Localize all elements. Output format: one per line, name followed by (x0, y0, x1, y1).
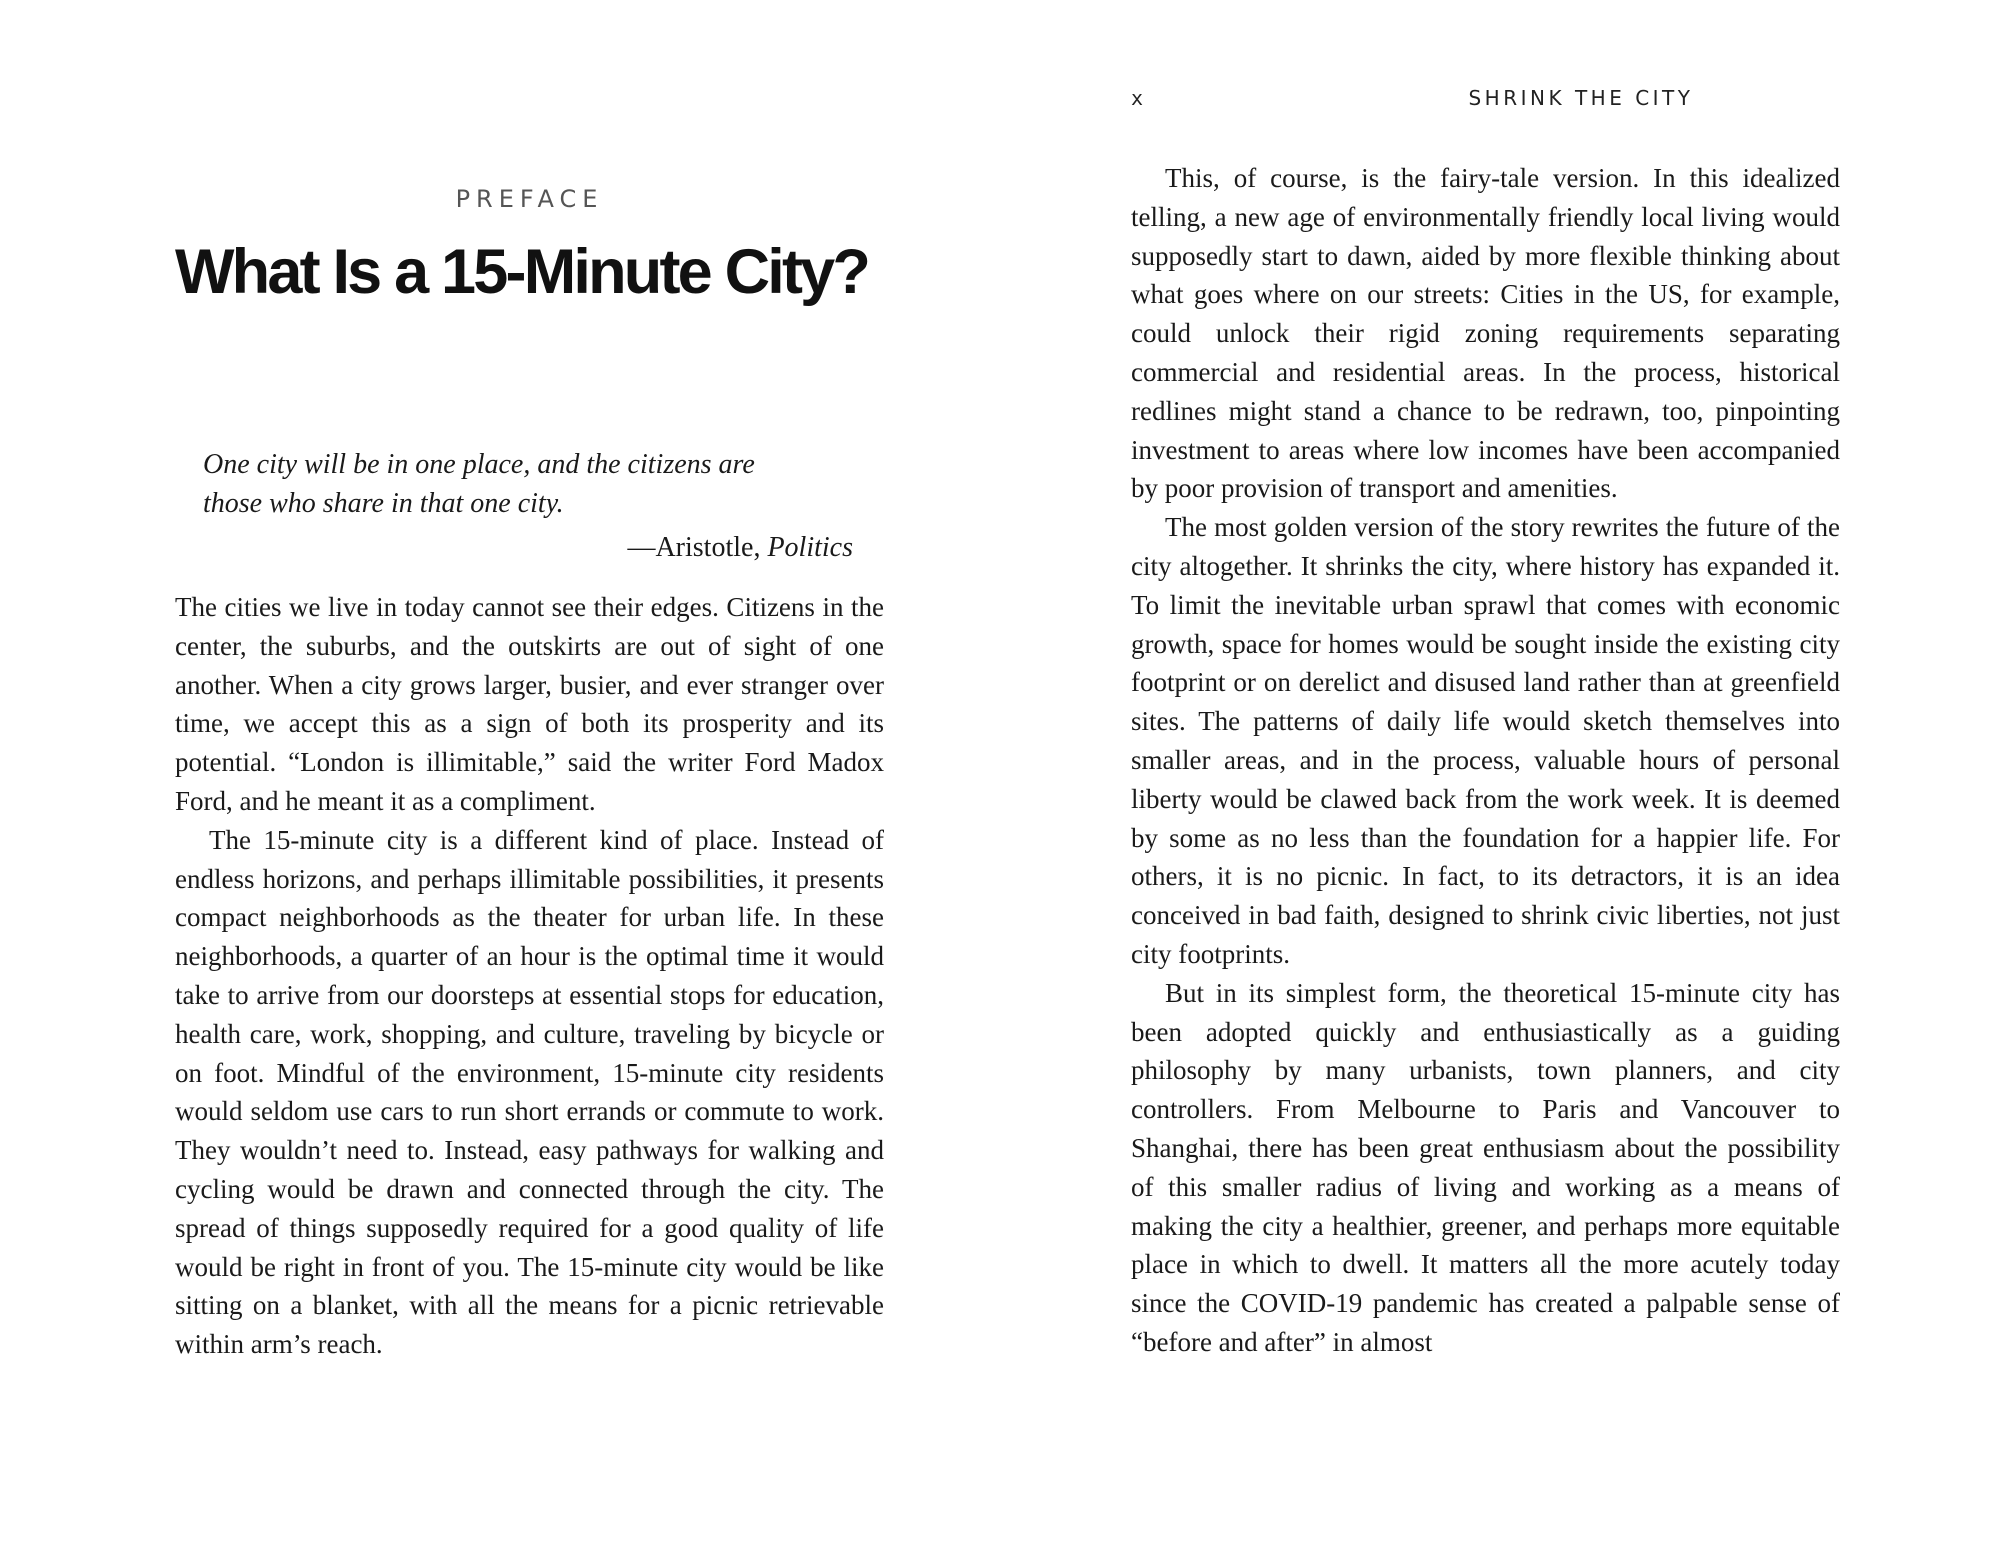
section-label: PREFACE (455, 185, 604, 213)
epigraph (203, 445, 853, 567)
epigraph-author: —Aristotle, (627, 532, 768, 563)
epigraph-line-1: One city will be in one place, and the citizens are (203, 449, 755, 480)
epigraph-attribution (203, 528, 853, 567)
paragraph: The most golden version of the story rewrites the future of the city altogether. It shrinks the city, where history has expanded it. To limit the inevitable urban sprawl that comes with economic growth, space for homes would be sought inside the existing city footprint or on derelict and disused land rather than at greenfield sites. The patterns of daily life would sketch themselves into smaller areas, and in the process, valuable hours of personal liberty would be clawed back from the work week. It is deemed by some as no less than the foundation for a happier life. For others, it is no picnic. In fact, to its detractors, it is an idea conceived in bad faith, designed to shrink civic liberties, not just city footprints. (1131, 512, 1840, 969)
running-head: SHRINK THE CITY (1468, 86, 1694, 110)
paragraph: The cities we live in today cannot see their edges. Citizens in the center, the suburbs, and the outskirts are out of sight of one another. When a city grows larger, busier, and ever stranger over time, we accept this as a sign of both its prosperity and its potential. “London is illimitable,” said the writer Ford Madox Ford, and he meant it as a compliment. (175, 592, 884, 816)
epigraph-work: Politics (767, 532, 853, 563)
paragraph: But in its simplest form, the theoretical 15-minute city has been adopted quickly and enthusiastically as a guiding philosophy by many urbanists, town planners, and city controllers. From Melbourne to Paris and Vancouver to Shanghai, there has been great enthusiasm about the possibility of this smaller radius of living and working as a means of making the city a healthier, greener, and perhaps more equitable place in which to dwell. It matters all the more acutely today since the COVID-19 pandemic has created a palpable sense of “before and after” in almost (1131, 977, 1840, 1357)
paragraph: This, of course, is the fairy-tale version. In this idealized telling, a new age of environmentally friendly local living would supposedly start to dawn, aided by more flexible thinking about what goes where on our streets: Cities in the US, for example, could unlock their rigid zoning requirements separating commercial and residential areas. In the process, historical redlines might stand a chance to be redrawn, too, pinpointing investment to areas where low incomes have been accompanied by poor provision of transport and amenities. (1131, 163, 1840, 504)
right-body-text (1131, 159, 1840, 1362)
paragraph: The 15-minute city is a different kind of place. Instead of endless horizons, and perhaps illimitable possibilities, it presents compact neighborhoods as the theater for urban life. In these neighborhoods, a quarter of an hour is the optimal time it would take to arrive from our doorsteps at essential stops for education, health care, work, shopping, and culture, traveling by bicycle or on foot. Mindful of the environment, 15-minute city residents would seldom use cars to run short errands or commute to work. They wouldn’t need to. Instead, easy pathways for walking and cycling would be drawn and connected through the city. The spread of things supposedly required for a good quality of life would be right in front of you. The 15-minute city would be like sitting on a blanket, with all the means for a picnic retrievable within arm’s reach. (175, 824, 884, 1360)
epigraph-line-2: those who share in that one city. (203, 488, 564, 519)
left-body-text (175, 588, 884, 1364)
chapter-title: What Is a 15-Minute City? (175, 237, 869, 307)
page-number: x (1131, 86, 1144, 110)
right-page (1000, 0, 2000, 1550)
